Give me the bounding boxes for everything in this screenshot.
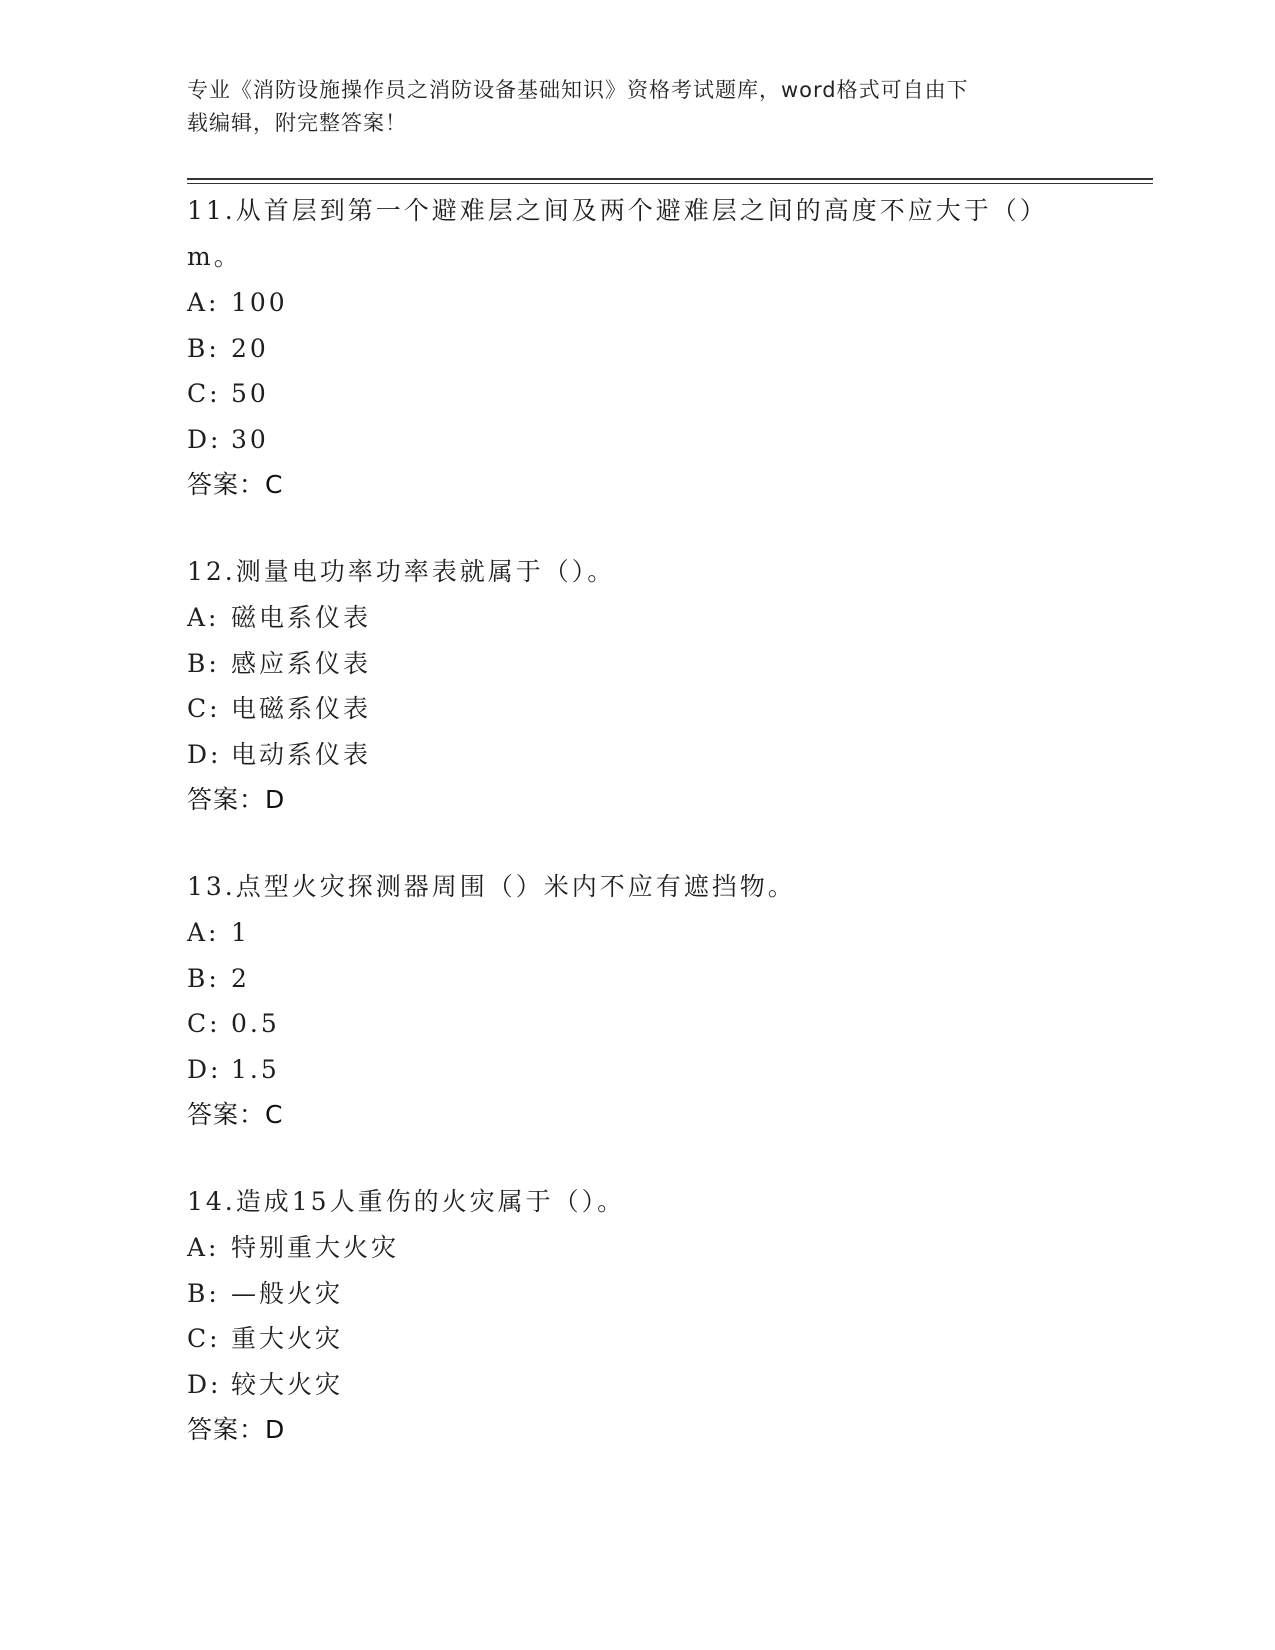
header-double-rule [187,178,1153,184]
option-value: 20 [231,333,269,363]
option-value: 重大火灾 [231,1324,344,1353]
question-text: 13.点型火灾探测器周围（）米内不应有遮挡物。 [187,872,796,901]
option-letter: A: [187,1233,220,1262]
option-value: 1.5 [231,1054,280,1084]
question-text: 14.造成15人重伤的火灾属于（）。 [187,1187,626,1216]
header-line-1: 专业《消防设施操作员之消防设备基础知识》资格考试题库，word格式可自由下 [187,78,969,102]
option-letter: D: [187,424,222,454]
option-b [187,1271,1087,1317]
answer-line: 答案：D [187,1415,286,1444]
option-value: 较大火灾 [231,1369,344,1399]
option-letter: B: [187,963,220,993]
option-d [187,1362,1087,1408]
option-letter: B: [187,648,220,678]
option-letter: A: [187,288,220,317]
option-a [187,280,1087,326]
option-value: 特别重大火灾 [231,1233,400,1262]
option-d [187,417,1087,463]
option-c [187,371,1087,417]
option-value: 2 [231,963,250,993]
answer-line: 答案：C [187,470,284,499]
option-letter: A: [187,918,220,947]
option-value: 电磁系仪表 [231,694,372,723]
option-value: 磁电系仪表 [231,603,372,632]
question-14 [187,1179,1087,1453]
answer-line: 答案：D [187,785,286,814]
option-letter: C: [187,1324,221,1353]
option-letter: A: [187,603,220,632]
header-line-2: 载编辑，附完整答案！ [187,111,407,135]
option-b [187,641,1087,687]
option-value: —般火灾 [231,1278,344,1308]
option-value: 50 [231,379,269,408]
option-d [187,1047,1087,1093]
option-value: 电动系仪表 [231,739,372,769]
option-letter: D: [187,1054,222,1084]
option-c [187,1316,1087,1362]
option-a [187,910,1087,956]
page-header [187,74,1087,140]
question-11 [187,188,1087,508]
option-value: 30 [231,424,269,454]
option-letter: B: [187,1278,220,1308]
option-a [187,595,1087,641]
option-letter: D: [187,739,222,769]
answer-line: 答案：C [187,1100,284,1129]
question-text: 11.从首层到第一个避难层之间及两个避难层之间的高度不应大于（） [187,196,1048,225]
option-b [187,326,1087,372]
option-b [187,956,1087,1002]
option-d [187,732,1087,778]
option-letter: C: [187,379,221,408]
question-text: 12.测量电功率功率表就属于（）。 [187,557,616,586]
option-value: 感应系仪表 [231,648,372,678]
option-letter: C: [187,1009,221,1038]
option-a [187,1225,1087,1271]
question-list [187,188,1087,1494]
option-c [187,686,1087,732]
option-letter: C: [187,694,221,723]
question-text-continued: m。 [187,242,242,271]
question-13 [187,864,1087,1138]
option-value: 1 [231,918,250,947]
option-value: 100 [231,288,288,317]
option-c [187,1001,1087,1047]
question-12 [187,549,1087,823]
option-letter: D: [187,1369,222,1399]
option-letter: B: [187,333,220,363]
option-value: 0.5 [231,1009,280,1038]
